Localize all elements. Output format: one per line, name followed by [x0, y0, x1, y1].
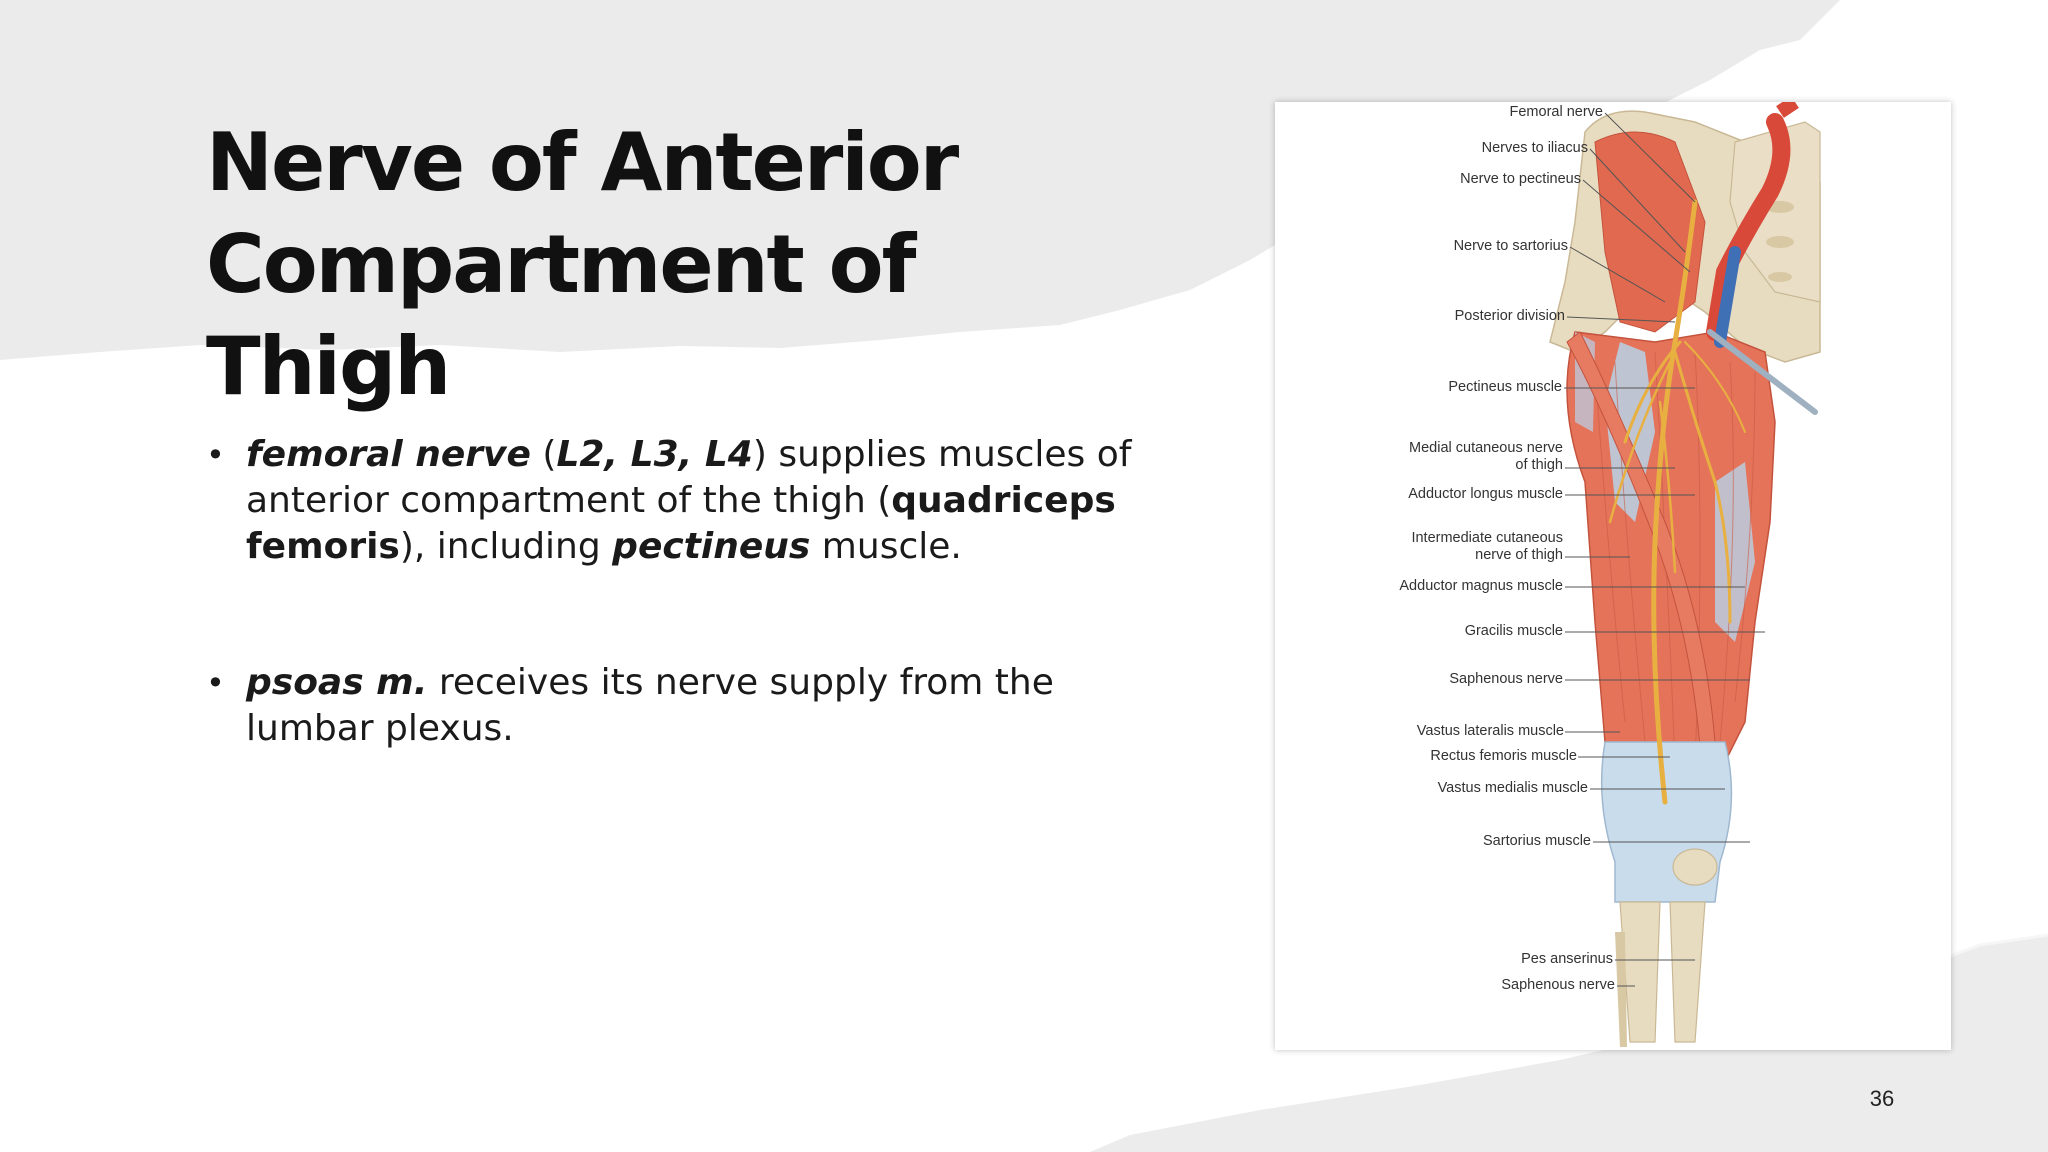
anatomy-figure — [1275, 102, 1951, 1050]
label-saphenous-nerve-lower: Saphenous nerve — [1501, 977, 1615, 993]
term-quadriceps-femoris: quadriceps femoris — [246, 480, 1116, 567]
thigh-anatomy-illustration — [1275, 102, 1951, 1050]
label-vastus-lateralis-muscle: Vastus lateralis muscle — [1416, 723, 1564, 739]
label-nerve-to-pectineus: Nerve to pectineus — [1460, 171, 1581, 187]
label-rectus-femoris-muscle: Rectus femoris muscle — [1430, 748, 1577, 764]
title-line-2: Compartment of Thigh — [206, 218, 915, 413]
label-pectineus-muscle: Pectineus muscle — [1448, 379, 1562, 395]
label-posterior-division: Posterior division — [1454, 308, 1565, 324]
term-femoral-nerve: femoral nerve — [246, 434, 531, 475]
term-spinal-levels: L2, L3, L4 — [556, 434, 753, 475]
bullet-text: receives its nerve supply from the lumbar plexus. — [246, 662, 1054, 749]
label-nerves-to-iliacus: Nerves to iliacus — [1481, 140, 1588, 156]
slide-title — [206, 112, 1106, 418]
bullet-item-psoas — [206, 660, 1166, 752]
bullet-text: muscle. — [810, 526, 962, 567]
label-gracilis-muscle: Gracilis muscle — [1464, 623, 1563, 639]
page-number: 36 — [1869, 1086, 1895, 1111]
bullet-text: ), including — [399, 526, 613, 567]
label-intermediate-cutaneous-nerve: Intermediate cutaneous nerve of thigh — [1411, 530, 1563, 563]
label-sartorius-muscle: Sartorius muscle — [1483, 833, 1591, 849]
label-femoral-nerve: Femoral nerve — [1509, 104, 1603, 120]
term-psoas: psoas m. — [246, 662, 428, 703]
bullet-item-femoral-nerve — [206, 432, 1166, 570]
label-pes-anserinus: Pes anserinus — [1521, 951, 1613, 967]
label-nerve-to-sartorius: Nerve to sartorius — [1453, 238, 1568, 254]
label-medial-cutaneous-nerve: Medial cutaneous nerve of thigh — [1409, 440, 1563, 473]
label-adductor-magnus-muscle: Adductor magnus muscle — [1399, 578, 1563, 594]
term-pectineus: pectineus — [612, 526, 811, 567]
bullet-text: ) supplies muscles of anterior compartment of the thigh ( — [246, 434, 1132, 521]
bullet-text: ( — [530, 434, 557, 475]
label-vastus-medialis-muscle: Vastus medialis muscle — [1437, 780, 1588, 796]
label-saphenous-nerve: Saphenous nerve — [1449, 671, 1563, 687]
title-line-1: Nerve of Anterior — [206, 116, 958, 209]
bullet-list — [206, 432, 1166, 752]
label-adductor-longus-muscle: Adductor longus muscle — [1408, 486, 1563, 502]
